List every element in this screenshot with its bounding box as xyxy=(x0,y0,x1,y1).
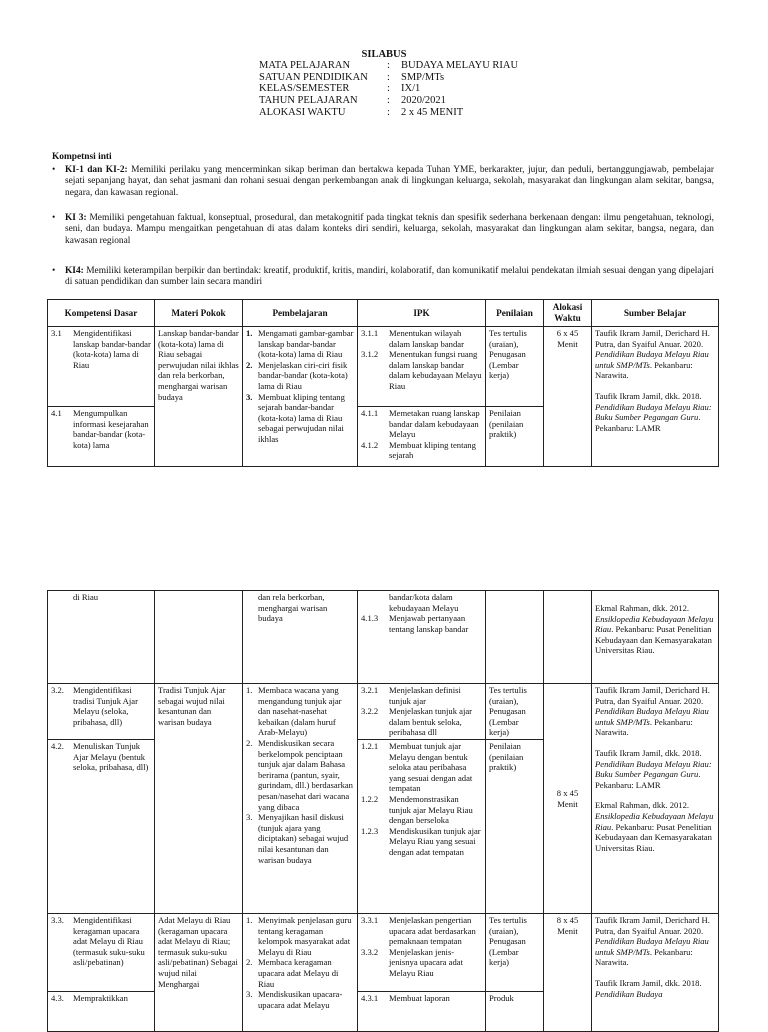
meta-label: TAHUN PELAJARAN xyxy=(259,95,358,107)
ki-item-4 xyxy=(52,266,714,289)
ipk-text: Menjelaskan tunjuk ajar dalam bentuk seloka, peribahasa dll xyxy=(389,706,473,738)
source-text: Ekmal Rahman, dkk. 2012. xyxy=(595,800,690,811)
ipk-text: Mendiskusikan tunjuk ajar Melayu Riau yang sesuai dengan adat tempatan xyxy=(389,825,481,857)
step-text: Membuat kliping tentang sejarah bandar-bandar (kota-kota) lama di Riau sebagai perwujudan nilai ikhlas xyxy=(258,391,345,444)
ipk-text: Membuat laporan xyxy=(389,993,450,1003)
meta-label: KELAS/SEMESTER xyxy=(259,83,350,95)
ipk-text: Membuat kliping tentang sejarah xyxy=(389,439,476,461)
source-title: Pendidikan Budaya Melayu Riau untuk SMP/MTs xyxy=(595,936,709,957)
alokasi-cell: 8 x 45 Menit xyxy=(544,914,592,1032)
meta-colon: : xyxy=(387,71,390,83)
ipk-number: 1.2.2 xyxy=(361,793,379,804)
syllabus-table-page1 xyxy=(47,299,719,467)
kd-cell xyxy=(48,740,155,914)
source-text: Taufik Ikram Jamil, dkk. 2018. xyxy=(595,977,702,988)
step-text: Mendiskusikan upacara-upacara adat Melayu xyxy=(258,989,343,1010)
pembelajaran-cell xyxy=(243,684,358,914)
kd-cell xyxy=(48,992,155,1032)
ipk-number: 3.2.1 xyxy=(361,685,379,695)
source-title: Ensiklopedia Kebudayaan Melayu Riau xyxy=(595,613,714,635)
step-number: 1. xyxy=(246,328,253,338)
ipk-number: 1.2.3 xyxy=(361,825,379,836)
penilaian-cell: Produk xyxy=(486,992,544,1032)
header-penilaian: Penilaian xyxy=(486,300,544,327)
meta-row-time xyxy=(259,107,518,119)
source-text: Taufik Ikram Jamil, Derichard H. Putra, dan Syaiful Anuar. 2020. xyxy=(595,685,710,706)
step-number: 1. xyxy=(246,915,253,925)
bullet: • xyxy=(52,165,56,175)
ipk-number: 4.1.3 xyxy=(361,613,379,624)
penilaian-cell: Tes tertulis (uraian), Penugasan (Lembar kerja) xyxy=(486,684,544,740)
ipk-text: Menjelaskan pengertian upacara adat berdasarkan pemaknaan tempatan xyxy=(389,915,476,947)
meta-row-class xyxy=(259,83,518,95)
header-alokasi-waktu: Alokasi Waktu xyxy=(544,300,592,327)
penilaian-cell: Tes tertulis (uraian), Penugasan (Lembar kerja) xyxy=(486,914,544,992)
source-text: Taufik Ikram Jamil, dkk. 2018. xyxy=(595,747,702,758)
kd-cell xyxy=(48,684,155,740)
kd-number: 3.2. xyxy=(51,685,64,695)
table-row xyxy=(48,327,719,407)
header-sumber-belajar: Sumber Belajar xyxy=(592,300,719,327)
meta-value: 2020/2021 xyxy=(401,95,446,107)
source-text: . Pekanbaru: Pusat Penelitian Kebudayaan dan Kemasyarakatan Universitas Riau. xyxy=(595,624,712,656)
table-header-row xyxy=(48,300,719,327)
kd-number: 3.1 xyxy=(51,328,62,338)
pembelajaran-cell xyxy=(243,591,358,684)
ipk-text: Menjawab pertanyaan tentang lanskap bandar xyxy=(389,613,469,634)
meta-colon: : xyxy=(387,106,390,118)
step-number: 1. xyxy=(246,685,253,695)
source-text: Taufik Ikram Jamil, Derichard H. Putra, dan Syaiful Anuar. 2020. xyxy=(595,915,710,936)
step-number: 3. xyxy=(246,391,253,402)
bullet: • xyxy=(52,266,56,276)
penilaian-cell: Penilaian (penilaian praktik) xyxy=(486,407,544,467)
step-text: dan rela berkorban, menghargai warisan budaya xyxy=(258,592,328,624)
ipk-cell xyxy=(358,327,486,407)
ipk-text: Mendemonstrasikan tunjuk ajar Melayu Riau dengan berseloka xyxy=(389,793,473,826)
source-text: . Pekanbaru: Narawita. xyxy=(595,946,693,968)
meta-value: IX/1 xyxy=(401,83,421,95)
kd-text: Mempraktikkan xyxy=(73,993,128,1003)
source-text: . Pekanbaru: Narawita. xyxy=(595,716,693,738)
step-number: 2. xyxy=(246,957,253,968)
ki-label: KI4: xyxy=(65,266,84,276)
ipk-text: Membuat tunjuk ajar Melayu dengan bentuk seloka atau peribahasa yang sesuai dengan adat tempatan xyxy=(389,741,473,794)
ipk-cell xyxy=(358,740,486,914)
source-text: . Pekanbaru: LAMR xyxy=(595,412,701,433)
penilaian-cell xyxy=(486,591,544,684)
ki-text: Memiliki keterampilan berpikir dan bertindak: kreatif, produktif, kritis, mandiri, kolaboratif, dan komunikatif melalui pendekatan ilmiah sesuai dengan yang dipelajari di satuan pendidikan dan sumber lain secara mandiri xyxy=(65,266,714,288)
ipk-cell xyxy=(358,684,486,740)
syllabus-meta xyxy=(259,60,518,119)
kd-text: Menuliskan Tunjuk Ajar Melayu (bentuk seloka, pribahasa, dll) xyxy=(73,741,149,773)
ipk-number: 3.3.2 xyxy=(361,946,379,957)
step-number: 3. xyxy=(246,812,253,823)
meta-value: SMP/MTs xyxy=(401,71,445,83)
meta-label: MATA PELAJARAN xyxy=(259,60,351,71)
table-row-continued xyxy=(48,591,719,684)
kd-text: Mengumpulkan informasi kesejarahan bandar-bandar (kota-kota) lama xyxy=(73,408,149,450)
ipk-number: 3.1.1 xyxy=(361,328,379,338)
source-text: . Pekanbaru: Narawita. xyxy=(595,359,693,381)
meta-row-year xyxy=(259,95,518,107)
ki-label: KI-1 dan KI-2: xyxy=(65,165,128,175)
kd-cell xyxy=(48,914,155,992)
step-number: 3. xyxy=(246,989,253,1000)
pembelajaran-cell xyxy=(243,914,358,1032)
page-title: SILABUS xyxy=(361,49,407,60)
step-text: Menyajikan hasil diskusi (tunjuk ajara yang diciptakan) sebagai wujud nilai kesantunan dan warisan budaya xyxy=(258,812,349,865)
penilaian-cell: Penilaian (penilaian praktik) xyxy=(486,740,544,914)
ipk-cell xyxy=(358,407,486,467)
step-number: 2. xyxy=(246,359,253,370)
pembelajaran-cell xyxy=(243,327,358,467)
ki-heading: Kompetnsi inti xyxy=(52,152,112,162)
sumber-cell xyxy=(592,327,719,467)
ipk-number: 4.3.1 xyxy=(361,993,379,1003)
step-text: Membaca wacana yang mengandung tunjuk ajar dan nasehat-nasehat kebaikan (dalam huruf Arab-Melayu) xyxy=(258,685,342,738)
sumber-cell xyxy=(592,684,719,914)
materi-cell xyxy=(155,591,243,684)
ipk-number: 1.2.1 xyxy=(361,741,379,751)
ki-item-1-2 xyxy=(52,165,714,199)
alokasi-cell: 8 x 45 Menit xyxy=(544,684,592,914)
meta-row-subject xyxy=(259,60,518,72)
source-text: . Pekanbaru: LAMR xyxy=(595,769,701,790)
source-title: Pendidikan Budaya Melayu Riau untuk SMP/MTs xyxy=(595,349,709,370)
ipk-text: Menentukan fungsi ruang dalam lanskap bandar dalam kebudayaan Melayu Riau xyxy=(389,349,482,391)
kd-number: 4.2. xyxy=(51,741,64,751)
ki-text: Memiliki pengetahuan faktual, konseptual, prosedural, dan metakognitif pada tingkat teknis dan spesifik sederhana berkenaan dengan: ilmu pengetahuan, teknologi, seni, dan budaya. Mampu mengaitkan pengetahuan di atas dalam konteks diri sendiri, keluarga, sekolah, masyarakat dan lingkungan alam sekitar, bangsa, negara, dan kawasan regional xyxy=(65,213,715,246)
bullet: • xyxy=(52,213,56,223)
header-materi-pokok: Materi Pokok xyxy=(155,300,243,327)
ki-text: Memiliki perilaku yang mencerminkan sikap beriman dan bertakwa kepada Tuhan YME, berkarakter, jujur, dan peduli, bertanggungjawab, pembelajar sejati sepanjang hayat, dan sehat jasmani dan rohani sesuai dengan perkembangan anak di lingkungan keluarga, sekolah, masyarakat dan lingkungan alam sekitar, bangsa, negara, dan kawasan regional. xyxy=(65,165,714,198)
table-row xyxy=(48,684,719,740)
alokasi-cell xyxy=(544,591,592,684)
step-number: 2. xyxy=(246,737,253,748)
meta-value: 2 x 45 MENIT xyxy=(401,106,464,118)
step-text: Mendiskusikan secara berkelompok penciptaan tunjuk ajar dalam Bahasa berirama (pantun, syair, gurindam, dll.) berdasarkan pesan/nasehat dari wacana yang dibaca xyxy=(258,737,353,812)
ipk-text: Menjelaskan definisi tunjuk ajar xyxy=(389,685,461,706)
header-kompetensi-dasar: Kompetensi Dasar xyxy=(48,300,155,327)
step-text: Menyimak penjelasan guru tentang keragaman kelompok masyarakat adat Melayu di Riau xyxy=(258,915,352,957)
syllabus-table-page2 xyxy=(47,590,719,1032)
ki-item-3 xyxy=(52,213,714,247)
source-title: Pendidikan Budaya Melayu Riau: Buku Sumber Pegangan Guru xyxy=(595,758,712,780)
kd-text: Mengidentifikasi tradisi Tunjuk Ajar Melayu (seloka, pribahasa, dll) xyxy=(73,685,138,727)
source-title: Pendidikan Budaya xyxy=(595,988,663,999)
materi-cell: Lanskap bandar-bandar (kota-kota) lama di Riau sebagai perwujudan nilai ikhlas dan rela berkorban, menghargai warisan budaya xyxy=(155,327,243,467)
ipk-cell xyxy=(358,591,486,684)
kd-cell xyxy=(48,327,155,407)
ipk-number: 4.1.1 xyxy=(361,408,379,418)
alokasi-cell: 6 x 45 Menit xyxy=(544,327,592,467)
kd-cell xyxy=(48,407,155,467)
ipk-text: Memetakan ruang lanskap bandar dalam kebudayaan Melayu xyxy=(389,408,480,440)
ki-label: KI 3: xyxy=(65,213,87,223)
source-text: . Pekanbaru: Pusat Penelitian Kebudayaan dan Kemasyarakatan Universitas Riau. xyxy=(595,821,712,853)
ipk-number: 3.1.2 xyxy=(361,349,379,360)
kd-text: Mengidentifikasi keragaman upacara adat Melayu di Riau (termasuk suku-suku asli/pebatinan) xyxy=(73,915,145,968)
penilaian-cell: Tes tertulis (uraian), Penugasan (Lembar kerja) xyxy=(486,327,544,407)
meta-colon: : xyxy=(387,95,390,107)
meta-value: BUDAYA MELAYU RIAU xyxy=(401,60,519,71)
step-text: Membaca keragaman upacara adat Melayu di Riau xyxy=(258,957,339,989)
materi-cell: Tradisi Tunjuk Ajar sebagai wujud nilai kesantunan dan warisan budaya xyxy=(155,684,243,914)
kd-text: Mengidentifikasi lanskap bandar-bandar (kota-kota) lama di Riau xyxy=(73,328,151,370)
meta-row-school xyxy=(259,72,518,84)
ipk-cell xyxy=(358,992,486,1032)
ipk-number: 3.3.1 xyxy=(361,915,379,925)
sumber-cell xyxy=(592,591,719,684)
source-title: Ensiklopedia Kebudayaan Melayu Riau xyxy=(595,810,714,832)
source-title: Pendidikan Budaya Melayu Riau: Buku Sumber Pegangan Guru xyxy=(595,401,712,423)
header-pembelajaran: Pembelajaran xyxy=(243,300,358,327)
meta-label: SATUAN PENDIDIKAN xyxy=(259,71,368,83)
step-text: Mengamati gambar-gambar lanskap bandar-bandar (kota-kota) lama di Riau xyxy=(258,328,354,360)
table-row xyxy=(48,914,719,992)
step-text: Menjelaskan ciri-ciri fisik bandar-bandar (kota-kota) lama di Riau xyxy=(258,359,348,391)
ipk-cell xyxy=(358,914,486,992)
header-ipk: IPK xyxy=(358,300,486,327)
ipk-number: 3.2.2 xyxy=(361,706,379,717)
kd-number: 4.3. xyxy=(51,993,64,1003)
source-text: Ekmal Rahman, dkk. 2012. xyxy=(595,603,690,613)
meta-label: ALOKASI WAKTU xyxy=(259,106,346,118)
kd-text: di Riau xyxy=(73,592,99,602)
source-title: Pendidikan Budaya Melayu Riau untuk SMP/MTs xyxy=(595,706,709,727)
ipk-text: bandar/kota dalam kebudayaan Melayu xyxy=(389,592,459,613)
ipk-text: Menentukan wilayah dalam lanskap bandar xyxy=(389,328,464,349)
sumber-cell xyxy=(592,914,719,1032)
source-text: Taufik Ikram Jamil, dkk. 2018. xyxy=(595,390,702,401)
meta-colon: : xyxy=(387,60,390,71)
meta-colon: : xyxy=(387,83,390,95)
kd-number: 3.3. xyxy=(51,915,64,925)
materi-cell: Adat Melayu di Riau (keragaman upacara adat Melayu di Riau; termasuk suku-suku asli/pebatinan) Sebagai wujud nilai Menghargai xyxy=(155,914,243,1032)
kd-number: 4.1 xyxy=(51,408,62,418)
ipk-text: Menjelaskan jenis-jenisnya upacara adat Melayu Riau xyxy=(389,946,463,978)
source-text: Taufik Ikram Jamil, Derichard H. Putra, dan Syaiful Anuar. 2020. xyxy=(595,328,710,349)
kd-cell xyxy=(48,591,155,684)
ipk-number: 4.1.2 xyxy=(361,439,379,450)
